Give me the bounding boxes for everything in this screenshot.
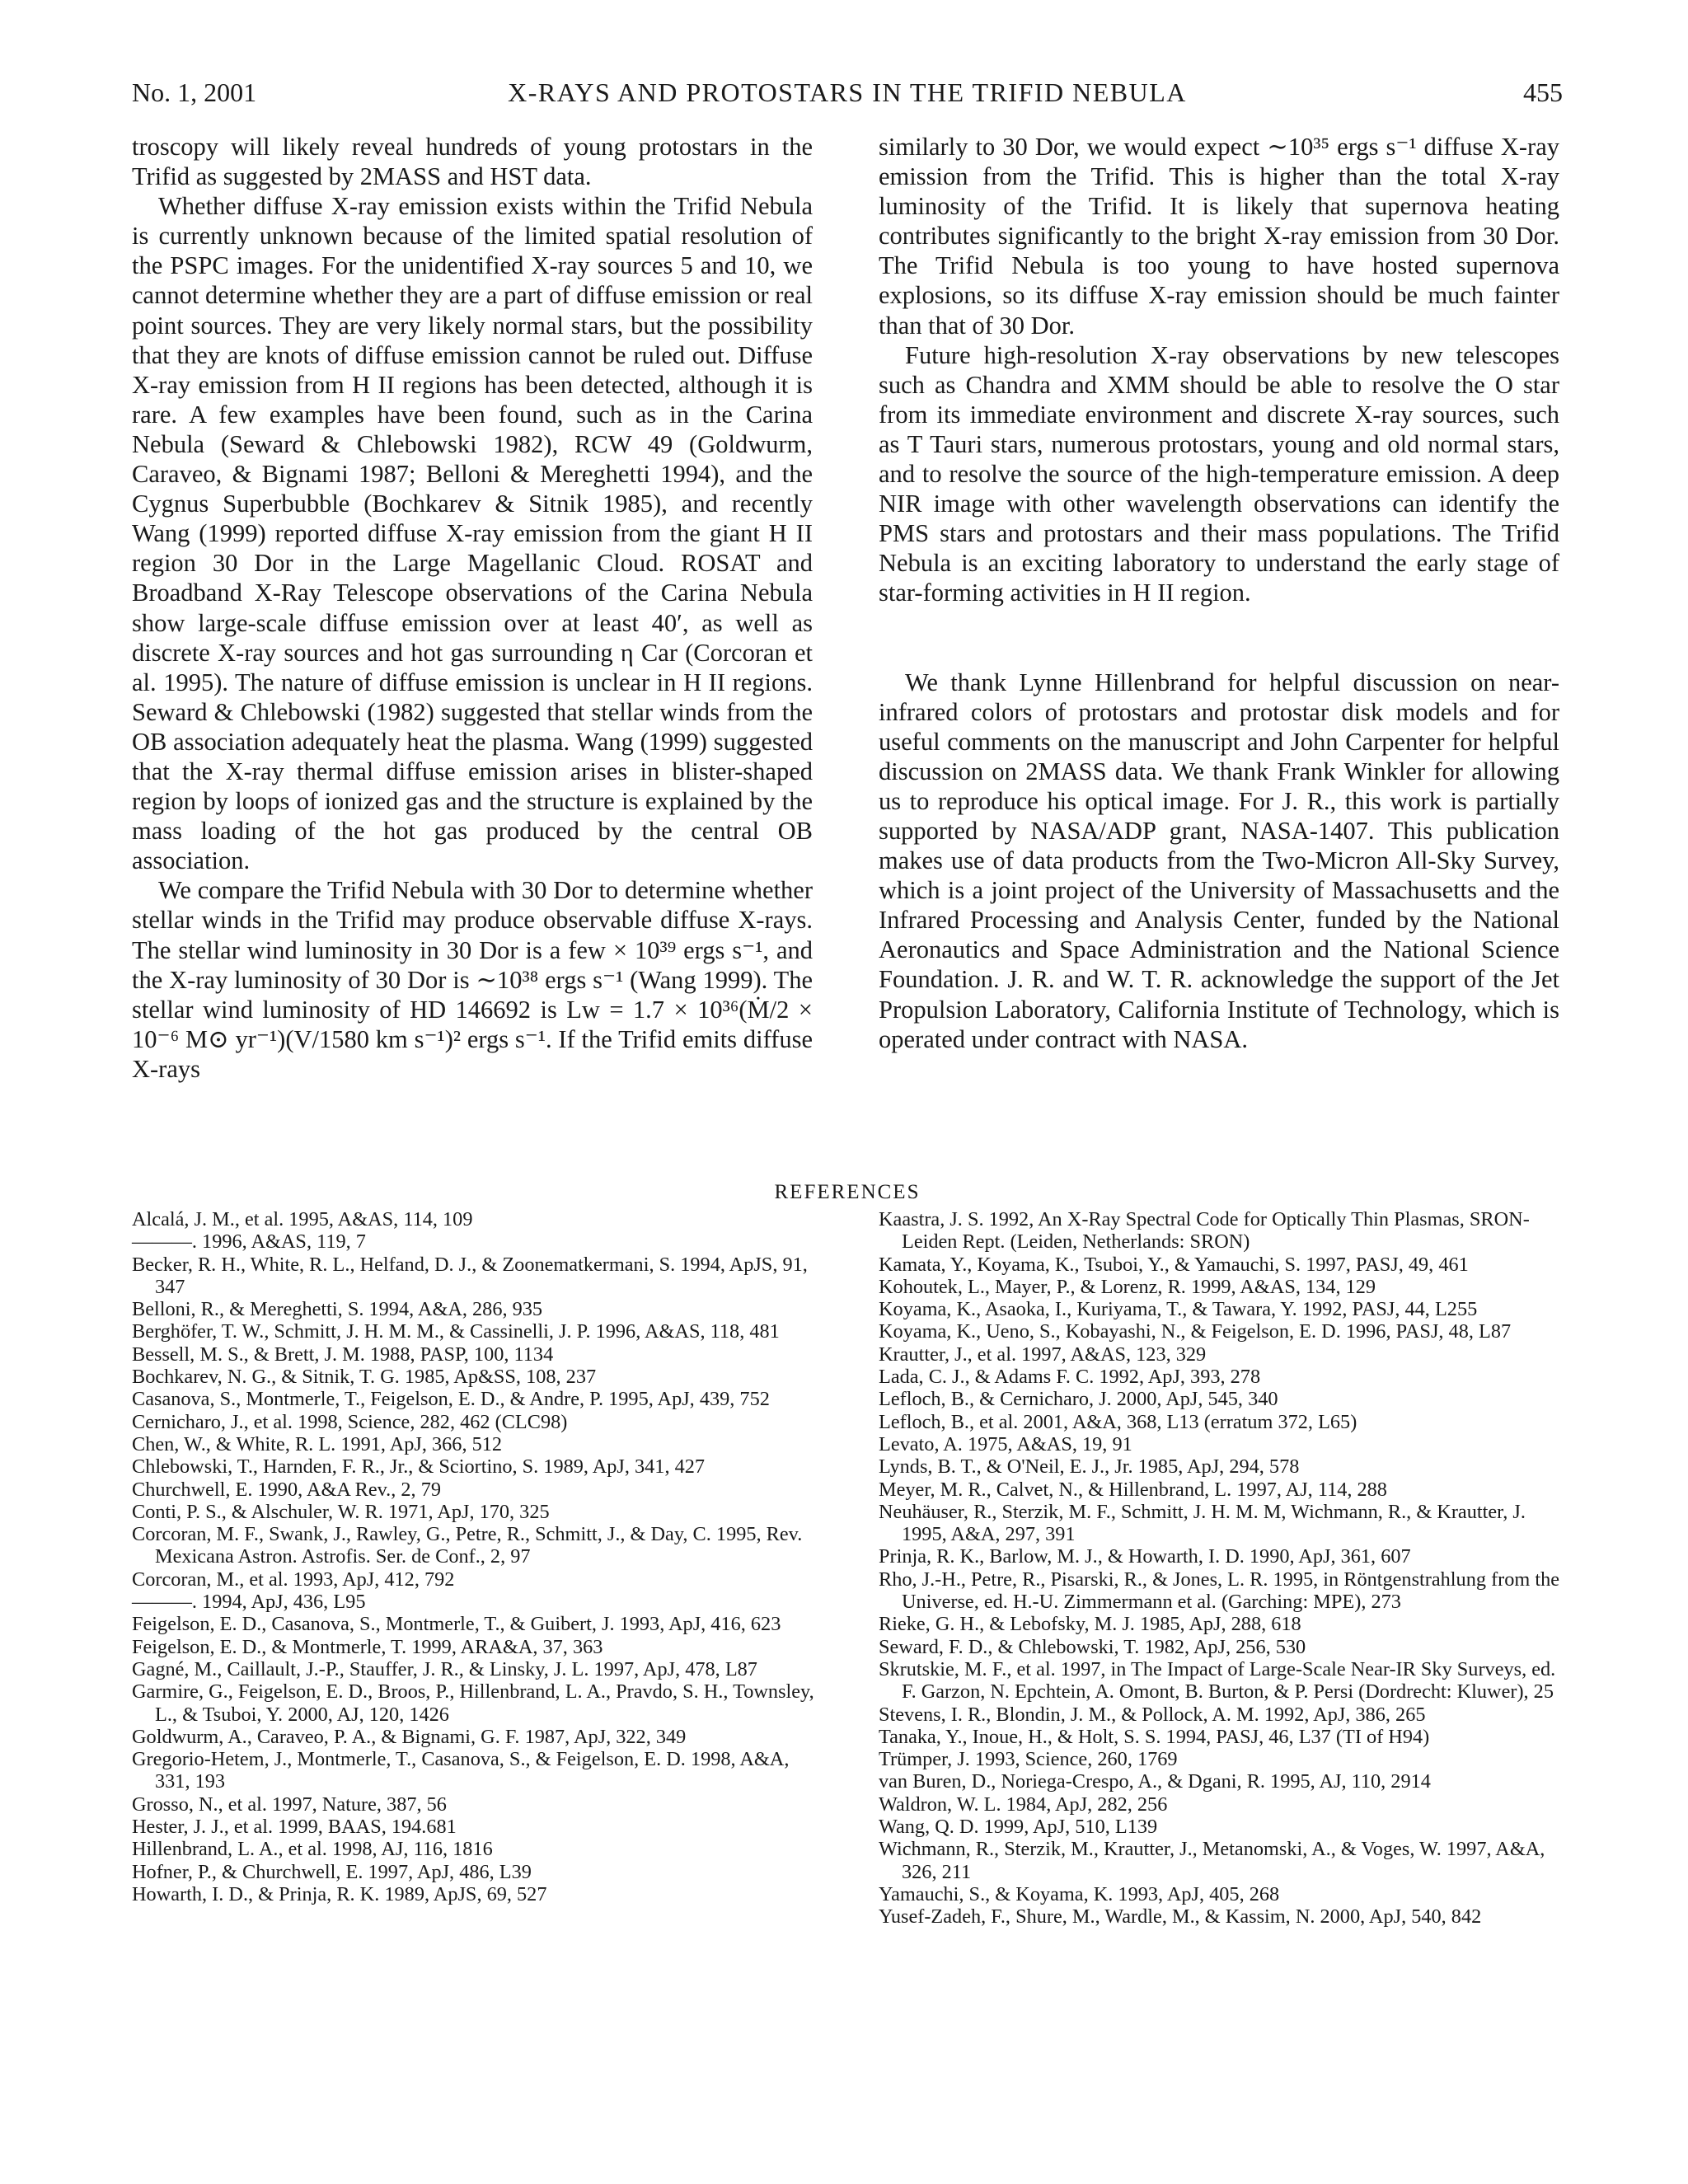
reference-entry: Koyama, K., Ueno, S., Kobayashi, N., & Feigelson, E. D. 1996, PASJ, 48, L87	[879, 1320, 1512, 1343]
acknowledgments: We thank Lynne Hillenbrand for helpful discussion on near-infrared colors of protostars and protostar disk models and for useful comments on the manuscript and John Carpenter for helpful discussion on 2MASS data. We thank Frank Winkler for allowing us to reproduce his optical image. For J. R., this work is partially supported by NASA/ADP grant, NASA-1407. This publication makes use of data products from the Two-Micron All-Sky Survey, which is a joint project of the University of Massachusetts and the Infrared Processing and Analysis Center, funded by the National Aeronautics and Space Administration and the National Science Foundation. J. R. and W. T. R. acknowledge the support of the Jet Propulsion Laboratory, California Institute of Technology, which is operated under contract with NASA.	[879, 668, 1559, 1053]
reference-entry: Alcalá, J. M., et al. 1995, A&AS, 114, 109	[132, 1208, 473, 1230]
body-column-right	[879, 132, 1559, 1054]
reference-entry: Cernicharo, J., et al. 1998, Science, 282, 462 (CLC98)	[132, 1410, 568, 1433]
reference-entry: Belloni, R., & Mereghetti, S. 1994, A&A, 286, 935	[132, 1298, 543, 1321]
reference-entry: Wichmann, R., Sterzik, M., Krautter, J., Metanomski, A., & Voges, W. 1997, A&A, 326, 211	[879, 1838, 1545, 1883]
reference-entry: van Buren, D., Noriega-Crespo, A., & Dgani, R. 1995, AJ, 110, 2914	[879, 1770, 1431, 1793]
reference-entry: Feigelson, E. D., & Montmerle, T. 1999, ARA&A, 37, 363	[132, 1635, 603, 1658]
reference-entry: Yamauchi, S., & Koyama, K. 1993, ApJ, 405, 268	[879, 1882, 1280, 1905]
reference-entry: Lefloch, B., & Cernicharo, J. 2000, ApJ, 545, 340	[879, 1388, 1278, 1411]
reference-entry: Corcoran, M., et al. 1993, ApJ, 412, 792	[132, 1568, 455, 1591]
reference-entry: Gagné, M., Caillault, J.-P., Stauffer, J. R., & Linsky, J. L. 1997, ApJ, 478, L87	[132, 1657, 757, 1680]
paragraph-continued-right: similarly to 30 Dor, we would expect ∼10³⁵ ergs s⁻¹ diffuse X-ray emission from the Trifid. This is higher than the total X-ray luminosity of the Trifid. It is likely that supernova heating contributes significantly to the bright X-ray emission from 30 Dor. The Trifid Nebula is too young to have hosted supernova explosions, so its diffuse X-ray emission should be much fainter than that of 30 Dor.	[879, 133, 1559, 340]
reference-entry: Tanaka, Y., Inoue, H., & Holt, S. S. 1994, PASJ, 46, L37 (TI of H94)	[879, 1725, 1430, 1748]
references-heading: REFERENCES	[774, 1181, 921, 1203]
reference-entry: Bessell, M. S., & Brett, J. M. 1988, PASP, 100, 1134	[132, 1343, 554, 1366]
reference-entry: Meyer, M. R., Calvet, N., & Hillenbrand, L. 1997, AJ, 114, 288	[879, 1478, 1387, 1501]
references-list-left	[132, 1208, 821, 1905]
reference-entry: Berghöfer, T. W., Schmitt, J. H. M. M., & Cassinelli, J. P. 1996, A&AS, 118, 481	[132, 1320, 780, 1343]
reference-entry: Trümper, J. 1993, Science, 260, 1769	[879, 1748, 1178, 1771]
reference-entry: Seward, F. D., & Chlebowski, T. 1982, ApJ, 256, 530	[879, 1635, 1306, 1658]
reference-entry: Chlebowski, T., Harnden, F. R., Jr., & Sciortino, S. 1989, ApJ, 341, 427	[132, 1455, 706, 1479]
reference-entry: Churchwell, E. 1990, A&A Rev., 2, 79	[132, 1478, 441, 1501]
running-title: X-RAYS AND PROTOSTARS IN THE TRIFID NEBULA	[508, 77, 1187, 107]
paragraph-30-dor-comparison: We compare the Trifid Nebula with 30 Dor to determine whether stellar winds in the Trifid may produce observable diffuse X-rays. The stellar wind luminosity in 30 Dor is a few × 10³⁹ ergs s⁻¹, and the X-ray luminosity of 30 Dor is ∼10³⁸ ergs s⁻¹ (Wang 1999). The stellar wind luminosity of HD 146692 is Lw = 1.7 × 10³⁶(Ṁ/2 × 10⁻⁶ M⊙ yr⁻¹)(V/1580 km s⁻¹)² ergs s⁻¹. If the Trifid emits diffuse X-rays	[132, 876, 813, 1083]
reference-entry: Lefloch, B., et al. 2001, A&A, 368, L13 (erratum 372, L65)	[879, 1410, 1357, 1433]
reference-entry: Prinja, R. K., Barlow, M. J., & Howarth, I. D. 1990, ApJ, 361, 607	[879, 1545, 1411, 1568]
paragraph-continued: troscopy will likely reveal hundreds of young protostars in the Trifid as suggested by 2MASS and HST data.	[132, 133, 813, 191]
reference-entry: Hester, J. J., et al. 1999, BAAS, 194.681	[132, 1816, 457, 1839]
reference-entry: ———. 1994, ApJ, 436, L95	[132, 1591, 366, 1614]
references-list-right	[879, 1208, 1568, 1929]
reference-entry: Krautter, J., et al. 1997, A&AS, 123, 329	[879, 1343, 1207, 1366]
reference-entry: Feigelson, E. D., Casanova, S., Montmerle, T., & Guibert, J. 1993, ApJ, 416, 623	[132, 1613, 781, 1636]
issue-label: No. 1, 2001	[132, 77, 257, 107]
reference-entry: Grosso, N., et al. 1997, Nature, 387, 56	[132, 1793, 447, 1816]
reference-entry: Levato, A. 1975, A&AS, 19, 91	[879, 1432, 1132, 1455]
reference-entry: Kohoutek, L., Mayer, P., & Lorenz, R. 1999, A&AS, 134, 129	[879, 1275, 1376, 1298]
reference-entry: Hillenbrand, L. A., et al. 1998, AJ, 116, 1816	[132, 1838, 493, 1861]
reference-entry: Lynds, B. T., & O'Neil, E. J., Jr. 1985, ApJ, 294, 578	[879, 1455, 1300, 1479]
reference-entry: Chen, W., & White, R. L. 1991, ApJ, 366, 512	[132, 1432, 503, 1455]
reference-entry: ———. 1996, A&AS, 119, 7	[132, 1230, 366, 1254]
reference-entry: Neuhäuser, R., Sterzik, M. F., Schmitt, J. H. M. M, Wichmann, R., & Krautter, J. 1995, A&A, 297, 391	[879, 1500, 1526, 1546]
reference-entry: Wang, Q. D. 1999, ApJ, 510, L139	[879, 1816, 1158, 1839]
paragraph-future-observations: Future high-resolution X-ray observations by new telescopes such as Chandra and XMM should be able to resolve the O star from its immediate environment and discrete X-ray sources, such as T Tauri stars, numerous protostars, young and old normal stars, and to resolve the source of the high-temperature emission. A deep NIR image with other wavelength observations can identify the PMS stars and protostars and their mass populations. The Trifid Nebula is an exciting laboratory to understand the early stage of star-forming activities in H II region.	[879, 340, 1559, 607]
reference-entry: Corcoran, M. F., Swank, J., Rawley, G., Petre, R., Schmitt, J., & Day, C. 1995, Rev. Mexicana Astron. Astrofis. Ser. de Conf., 2, 97	[132, 1523, 803, 1568]
paragraph-diffuse-emission: Whether diffuse X-ray emission exists within the Trifid Nebula is currently unknown because of the limited spatial resolution of the PSPC images. For the unidentified X-ray sources 5 and 10, we cannot determine whether they are a part of diffuse emission or real point sources. They are very likely normal stars, but the possibility that they are knots of diffuse emission cannot be ruled out. Diffuse X-ray emission from H II regions has been detected, although it is rare. A few examples have been found, such as in the Carina Nebula (Seward & Chlebowski 1982), RCW 49 (Goldwurm, Caraveo, & Bignami 1987; Belloni & Mereghetti 1994), and the Cygnus Superbubble (Bochkarev & Sitnik 1985), and recently Wang (1999) reported diffuse X-ray emission from the giant H II region 30 Dor in the Large Magellanic Cloud. ROSAT and Broadband X-Ray Telescope observations of the Carina Nebula show large-scale diffuse emission over at least 40′, as well as discrete X-ray sources and hot gas surrounding η Car (Corcoran et al. 1995). The nature of diffuse emission is unclear in H II regions. Seward & Chlebowski (1982) suggested that stellar winds from the OB association adequately heat the plasma. Wang (1999) suggested that the X-ray thermal diffuse emission arises in blister-shaped region by loops of ionized gas and the structure is explained by the mass loading of the hot gas produced by the central OB association.	[132, 192, 813, 875]
reference-entry: Kamata, Y., Koyama, K., Tsuboi, Y., & Yamauchi, S. 1997, PASJ, 49, 461	[879, 1253, 1469, 1276]
reference-entry: Kaastra, J. S. 1992, An X-Ray Spectral Code for Optically Thin Plasmas, SRON-Leiden Rept. (Leiden, Netherlands: SRON)	[879, 1208, 1530, 1254]
reference-entry: Rho, J.-H., Petre, R., Pisarski, R., & Jones, L. R. 1995, in Röntgenstrahlung from the Universe, ed. H.-U. Zimmermann et al. (Garching: MPE), 273	[879, 1568, 1560, 1614]
reference-entry: Hofner, P., & Churchwell, E. 1997, ApJ, 486, L39	[132, 1860, 532, 1883]
reference-entry: Stevens, I. R., Blondin, J. M., & Pollock, A. M. 1992, ApJ, 386, 265	[879, 1703, 1426, 1726]
reference-entry: Rieke, G. H., & Lebofsky, M. J. 1985, ApJ, 288, 618	[879, 1613, 1301, 1636]
reference-entry: Becker, R. H., White, R. L., Helfand, D. J., & Zoonematkermani, S. 1994, ApJS, 91, 347	[132, 1253, 808, 1298]
running-header	[132, 76, 1563, 109]
reference-entry: Conti, P. S., & Alschuler, W. R. 1971, ApJ, 170, 325	[132, 1500, 550, 1523]
page-number: 455	[1523, 77, 1563, 107]
reference-entry: Howarth, I. D., & Prinja, R. K. 1989, ApJS, 69, 527	[132, 1882, 547, 1905]
reference-entry: Goldwurm, A., Caraveo, P. A., & Bignami, G. F. 1987, ApJ, 322, 349	[132, 1725, 687, 1748]
body-column-left	[132, 132, 813, 1084]
reference-entry: Garmire, G., Feigelson, E. D., Broos, P., Hillenbrand, L. A., Pravdo, S. H., Townsley, L., & Tsuboi, Y. 2000, AJ, 120, 1426	[132, 1680, 814, 1726]
reference-entry: Casanova, S., Montmerle, T., Feigelson, E. D., & Andre, P. 1995, ApJ, 439, 752	[132, 1388, 770, 1411]
reference-entry: Lada, C. J., & Adams F. C. 1992, ApJ, 393, 278	[879, 1366, 1261, 1389]
reference-entry: Skrutskie, M. F., et al. 1997, in The Impact of Large-Scale Near-IR Sky Surveys, ed. F. Garzon, N. Epchtein, A. Omont, B. Burton, & P. Persi (Dordrecht: Kluwer), 25	[879, 1657, 1556, 1704]
reference-entry: Bochkarev, N. G., & Sitnik, T. G. 1985, Ap&SS, 108, 237	[132, 1366, 597, 1389]
reference-entry: Waldron, W. L. 1984, ApJ, 282, 256	[879, 1793, 1168, 1816]
reference-entry: Koyama, K., Asaoka, I., Kuriyama, T., & Tawara, Y. 1992, PASJ, 44, L255	[879, 1298, 1478, 1321]
reference-entry: Yusef-Zadeh, F., Shure, M., Wardle, M., & Kassim, N. 2000, ApJ, 540, 842	[879, 1905, 1482, 1929]
reference-entry: Gregorio-Hetem, J., Montmerle, T., Casanova, S., & Feigelson, E. D. 1998, A&A, 331, 193	[132, 1748, 790, 1793]
